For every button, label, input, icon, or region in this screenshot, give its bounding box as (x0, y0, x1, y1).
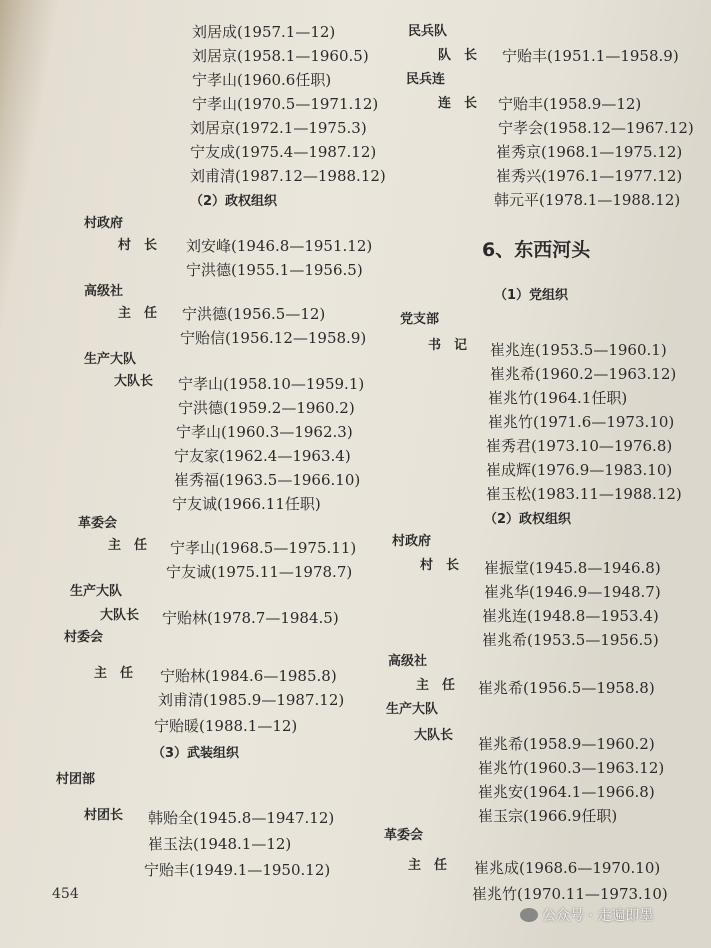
right-line-20: 崔玉松(1983.11—1988.12) (486, 485, 682, 503)
right-line-17: 崔兆竹(1971.6—1973.10) (488, 413, 675, 431)
left-line-16: 生产大队 (84, 352, 137, 367)
watermark (520, 905, 653, 925)
left-line-28: 生产大队 (70, 584, 123, 599)
right-line-35: 崔兆安(1964.1—1966.8) (478, 783, 655, 801)
left-line-6: 刘甫清(1987.12—1988.12) (190, 167, 386, 185)
left-line-0: 刘居成(1957.1—12) (192, 23, 336, 41)
left-line-32: 主 任 (94, 666, 134, 681)
left-line-13: 主 任 (118, 306, 158, 321)
right-line-1: 队 长 (438, 48, 478, 63)
right-line-26: 崔兆连(1948.8—1953.4) (482, 607, 659, 625)
left-line-19: 宁洪德(1959.2—1960.2) (178, 399, 355, 417)
left-line-8: 村政府 (84, 216, 124, 231)
left-line-1: 刘居京(1958.1—1960.5) (192, 47, 369, 65)
left-line-30: 宁贻林(1978.7—1984.5) (162, 609, 339, 627)
left-line-9: 村 长 (118, 238, 158, 253)
right-line-24: 崔振堂(1945.8—1946.8) (484, 559, 661, 577)
left-line-35: 宁贻暖(1988.1—12) (154, 717, 298, 735)
right-line-0: 民兵队 (408, 24, 448, 39)
left-line-24: 革委会 (78, 516, 118, 531)
left-line-18: 宁孝山(1958.10—1959.1) (178, 375, 365, 393)
right-line-18: 崔秀君(1973.10—1976.8) (486, 437, 673, 455)
left-line-22: 崔秀福(1963.5—1966.10) (174, 471, 361, 489)
left-line-12: 高级社 (84, 284, 124, 299)
left-line-39: 韩贻全(1945.8—1947.12) (148, 809, 335, 827)
right-line-25: 崔兆华(1946.9—1948.7) (484, 583, 661, 601)
left-line-26: 宁孝山(1968.5—1975.11) (170, 539, 357, 557)
right-line-23: 村 长 (420, 558, 460, 573)
right-line-11: （1）党组织 (494, 288, 569, 303)
right-line-31: 生产大队 (386, 702, 439, 717)
right-line-21: （2）政权组织 (484, 512, 572, 527)
right-line-3: 民兵连 (406, 72, 446, 87)
left-line-5: 宁友成(1975.4—1987.12) (190, 143, 377, 161)
right-line-34: 崔兆竹(1960.3—1963.12) (478, 759, 665, 777)
right-line-29: 主 任 (416, 678, 456, 693)
left-line-7: （2）政权组织 (190, 194, 278, 209)
right-line-32: 大队长 (414, 728, 454, 743)
left-line-11: 宁洪德(1955.1—1956.5) (186, 261, 363, 279)
right-line-22: 村政府 (392, 534, 432, 549)
left-line-37: 村团部 (56, 772, 96, 787)
left-line-4: 刘居京(1972.1—1975.3) (190, 119, 367, 137)
left-line-33: 宁贻林(1984.6—1985.8) (160, 667, 337, 685)
left-line-38: 村团长 (84, 808, 124, 823)
left-line-36: （3）武装组织 (152, 746, 240, 761)
left-line-15: 宁贻信(1956.12—1958.9) (180, 329, 367, 347)
right-line-30: 崔兆希(1956.5—1958.8) (478, 679, 655, 697)
left-line-25: 主 任 (108, 538, 148, 553)
right-line-36: 崔玉宗(1966.9任职) (478, 807, 618, 825)
right-line-37: 革委会 (384, 828, 424, 843)
left-line-2: 宁孝山(1960.6任职) (192, 71, 332, 89)
wechat-icon (520, 908, 538, 922)
right-line-9: 韩元平(1978.1—1988.12) (494, 191, 681, 209)
left-line-27: 宁友诚(1975.11—1978.7) (166, 563, 353, 581)
left-line-17: 大队长 (114, 374, 154, 389)
page-number: 454 (52, 886, 79, 902)
left-line-3: 宁孝山(1970.5—1971.12) (192, 95, 379, 113)
right-line-27: 崔兆希(1953.5—1956.5) (482, 631, 659, 649)
right-line-39: 崔兆成(1968.6—1970.10) (474, 859, 661, 877)
right-line-15: 崔兆希(1960.2—1963.12) (490, 365, 677, 383)
right-line-10: 6、东西河头 (482, 239, 591, 261)
right-line-2: 宁贻丰(1951.1—1958.9) (502, 47, 679, 65)
right-line-8: 崔秀兴(1976.1—1977.12) (496, 167, 683, 185)
left-line-21: 宁友家(1962.4—1963.4) (174, 447, 351, 465)
right-line-40: 崔兆竹(1970.11—1973.10) (472, 885, 668, 903)
right-line-5: 宁贻丰(1958.9—12) (498, 95, 642, 113)
right-line-16: 崔兆竹(1964.1任职) (488, 389, 628, 407)
left-line-20: 宁孝山(1960.3—1962.3) (176, 423, 353, 441)
left-line-23: 宁友诚(1966.11任职) (172, 495, 321, 513)
right-line-19: 崔成辉(1976.9—1983.10) (486, 461, 673, 479)
left-line-29: 大队长 (100, 608, 140, 623)
left-line-14: 宁洪德(1956.5—12) (182, 305, 326, 323)
right-line-14: 崔兆连(1953.5—1960.1) (490, 341, 667, 359)
left-line-40: 崔玉法(1948.1—12) (148, 835, 292, 853)
left-line-10: 刘安峰(1946.8—1951.12) (186, 237, 373, 255)
right-line-28: 高级社 (388, 654, 428, 669)
left-line-41: 宁贻丰(1949.1—1950.12) (144, 861, 331, 879)
right-line-38: 主 任 (408, 858, 448, 873)
right-line-33: 崔兆希(1958.9—1960.2) (478, 735, 655, 753)
right-line-6: 宁孝会(1958.12—1967.12) (498, 119, 694, 137)
left-line-34: 刘甫清(1985.9—1987.12) (158, 691, 345, 709)
right-line-7: 崔秀京(1968.1—1975.12) (496, 143, 683, 161)
right-line-13: 书 记 (428, 338, 468, 353)
watermark-text: 公众号 · 走遍即墨 (542, 908, 654, 924)
right-line-12: 党支部 (400, 312, 440, 327)
left-line-31: 村委会 (64, 630, 104, 645)
right-line-4: 连 长 (438, 96, 478, 111)
